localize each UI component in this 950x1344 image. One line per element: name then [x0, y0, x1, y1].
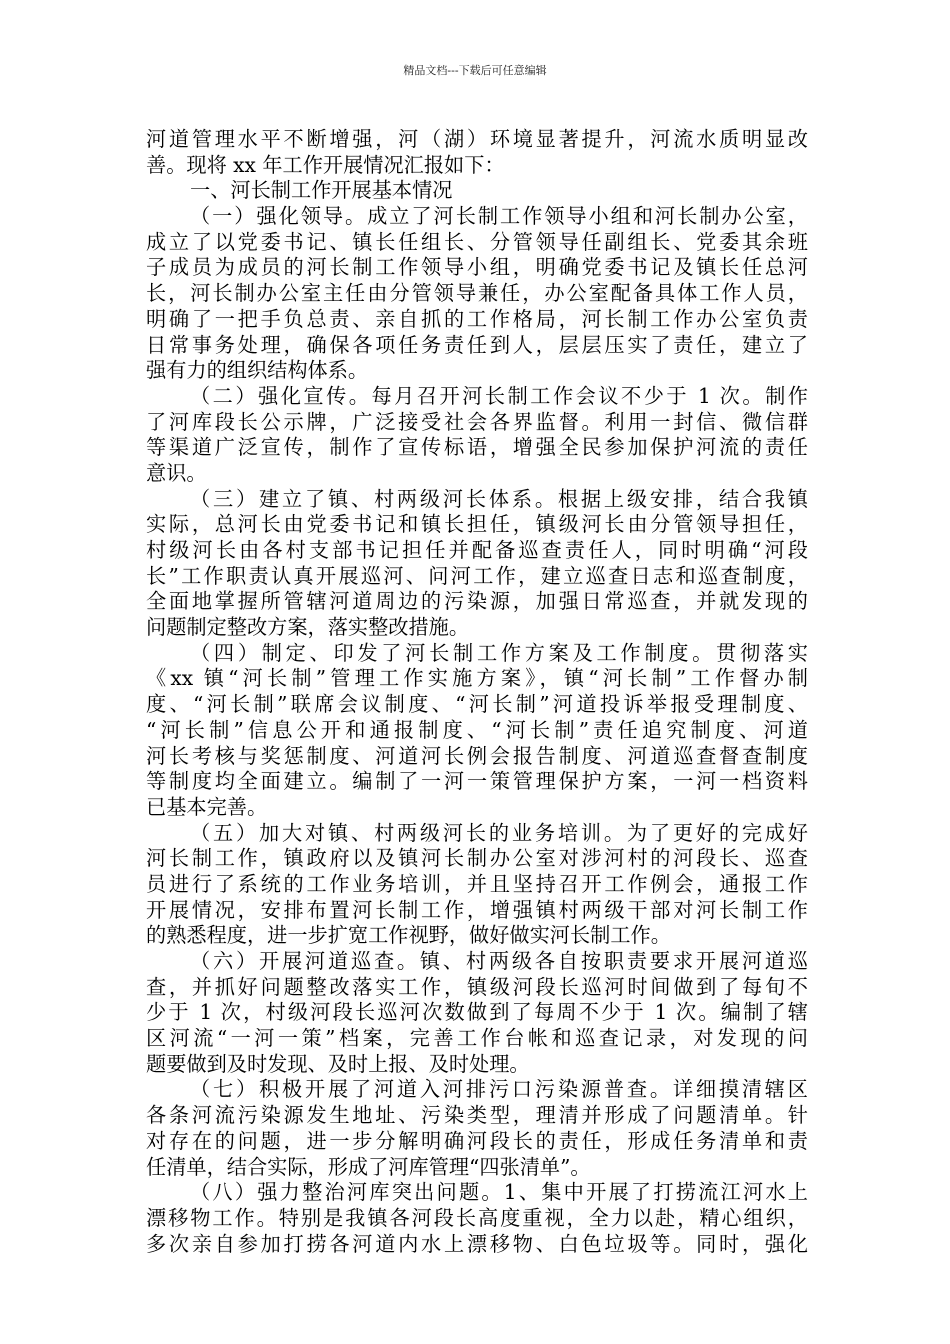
text-line: 等制度均全面建立。编制了一河一策管理保护方案，一河一档资料	[146, 769, 808, 794]
text-line: 多次亲自参加打捞各河道内水上漂移物、白色垃圾等。同时，强化	[146, 1231, 808, 1256]
text-line: 河道管理水平不断增强，河（湖）环境显著提升，河流水质明显改	[146, 127, 808, 151]
text-line: 员进行了系统的工作业务培训，并且坚持召开工作例会，通报工作	[146, 871, 808, 896]
text-line: 题要做到及时发现、及时上报、及时处理。	[146, 1051, 530, 1076]
text-line: 开展情况，安排布置河长制工作，增强镇村两级干部对河长制工作	[146, 897, 808, 922]
text-line: 河长制工作，镇政府以及镇河长制办公室对涉河村的河段长、巡查	[146, 846, 808, 871]
text-line: （六）开展河道巡查。镇、村两级各自按职责要求开展河道巡	[190, 949, 808, 973]
text-line: 意识。	[146, 460, 207, 485]
text-line: 一、河长制工作开展基本情况	[190, 178, 453, 203]
text-line: 的熟悉程度，进一步扩宽工作视野，做好做实河长制工作。	[146, 923, 671, 948]
text-line: （七）积极开展了河道入河排污口污染源普查。详细摸清辖区	[190, 1077, 808, 1102]
text-line: 成立了以党委书记、镇长任组长、分管领导任副组长、党委其余班	[146, 229, 808, 254]
text-line: 子成员为成员的河长制工作领导小组，明确党委书记及镇长任总河	[146, 255, 808, 280]
text-line: 查，并抓好问题整改落实工作，镇级河段长巡河时间做到了每旬不	[146, 974, 808, 999]
document-body	[146, 127, 808, 1257]
text-line: 区河流“一河一策”档案，完善工作台帐和巡查记录，对发现的问	[146, 1026, 808, 1051]
page-header: 精品文档---下载后可任意编辑	[403, 64, 547, 77]
text-line: （三）建立了镇、村两级河长体系。根据上级安排，结合我镇	[190, 486, 808, 511]
text-line: 任清单，结合实际，形成了河库管理“四张清单”。	[146, 1154, 591, 1179]
text-line: 少于 1 次，村级河段长巡河次数做到了每周不少于 1 次。编制了辖	[146, 1000, 808, 1025]
text-line: （四）制定、印发了河长制工作方案及工作制度。贯彻落实	[190, 640, 808, 665]
text-line: “河长制”信息公开和通报制度、“河长制”责任追究制度、河道	[146, 717, 808, 742]
text-line: 明确了一把手负总责、亲自抓的工作格局，河长制工作办公室负责	[146, 306, 808, 331]
text-line: 等渠道广泛宣传，制作了宣传标语，增强全民参加保护河流的责任	[146, 435, 808, 460]
text-line: 长，河长制办公室主任由分管领导兼任，办公室配备具体工作人员，	[146, 281, 808, 306]
text-line: 实际，总河长由党委书记和镇长担任，镇级河长由分管领导担任，	[146, 512, 808, 537]
text-line: 各条河流污染源发生地址、污染类型，理清并形成了问题清单。针	[146, 1103, 808, 1128]
text-line: （一）强化领导。成立了河长制工作领导小组和河长制办公室，	[190, 204, 808, 229]
text-line: 全面地掌握所管辖河道周边的污染源，加强日常巡查，并就发现的	[146, 589, 808, 614]
text-line: 漂移物工作。特别是我镇各河段长高度重视，全力以赴，精心组织，	[146, 1205, 808, 1230]
text-line: 强有力的组织结构体系。	[146, 358, 369, 383]
text-line: 善。现将 xx 年工作开展情况汇报如下：	[146, 152, 505, 177]
text-line: （五）加大对镇、村两级河长的业务培训。为了更好的完成好	[190, 820, 808, 845]
text-line: 了河库段长公示牌，广泛接受社会各界监督。利用一封信、微信群	[146, 409, 808, 434]
text-line: 已基本完善。	[146, 794, 268, 819]
text-line: 度、“河长制”联席会议制度、“河长制”河道投诉举报受理制度、	[146, 692, 808, 717]
text-line: 长”工作职责认真开展巡河、问河工作，建立巡查日志和巡查制度，	[146, 563, 808, 588]
text-line: 问题制定整改方案，落实整改措施。	[146, 615, 470, 640]
text-line: 村级河长由各村支部书记担任并配备巡查责任人，同时明确“河段	[146, 538, 808, 562]
text-line: 《xx 镇“河长制”管理工作实施方案》，镇“河长制”工作督办制	[146, 666, 808, 691]
text-line: （八）强力整治河库突出问题。1、集中开展了打捞流江河水上	[190, 1180, 808, 1205]
text-line: 对存在的问题，进一步分解明确河段长的责任，形成任务清单和责	[146, 1128, 808, 1153]
text-line: 河长考核与奖惩制度、河道河长例会报告制度、河道巡查督查制度	[146, 743, 808, 768]
text-line: （二）强化宣传。每月召开河长制工作会议不少于 1 次。制作	[190, 383, 808, 408]
text-line: 日常事务处理，确保各项任务责任到人，层层压实了责任，建立了	[146, 332, 808, 357]
